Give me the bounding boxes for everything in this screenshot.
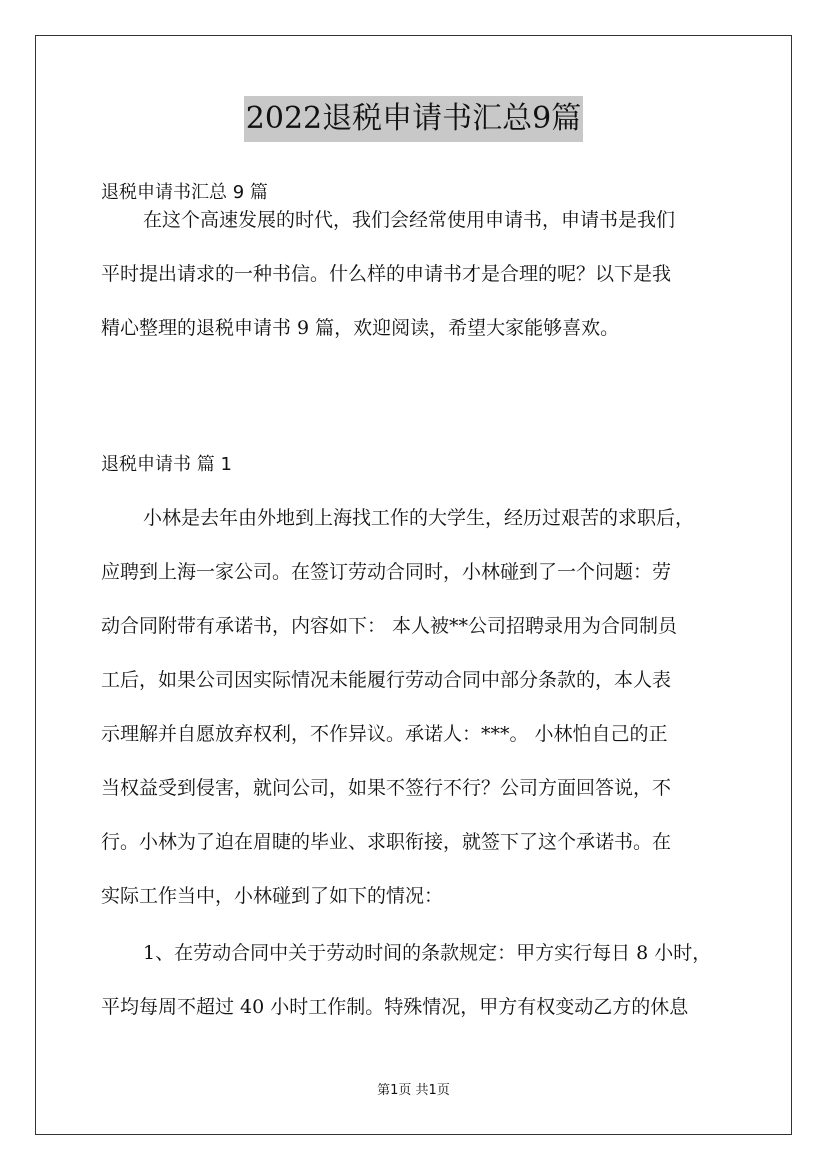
document-title-text: 2022退税申请书汇总9篇 <box>244 96 583 142</box>
section-line: 行。小林为了迫在眉睫的毕业、求职衔接，就签下了这个承诺书。在 <box>101 831 672 853</box>
clause-line: 1、在劳动合同中关于劳动时间的条款规定：甲方实行每日 8 小时， <box>143 942 712 964</box>
section-line: 示理解并自愿放弃权利，不作异议。承诺人：***。 小林怕自己的正 <box>101 723 668 745</box>
intro-line: 平时提出请求的一种书信。什么样的申请书才是合理的呢？以下是我 <box>101 263 672 285</box>
section-line: 工后，如果公司因实际情况未能履行劳动合同中部分条款的，本人表 <box>101 669 672 691</box>
section-line: 应聘到上海一家公司。在签订劳动合同时，小林碰到了一个问题：劳 <box>101 561 672 583</box>
intro-line: 精心整理的退税申请书 9 篇，欢迎阅读，希望大家能够喜欢。 <box>101 317 620 339</box>
clause-line: 平均每周不超过 40 小时工作制。特殊情况，甲方有权变动乙方的休息 <box>101 996 689 1018</box>
section-line: 当权益受到侵害，就问公司，如果不签行不行？公司方面回答说，不 <box>101 777 672 799</box>
section-line: 小林是去年由外地到上海找工作的大学生，经历过艰苦的求职后， <box>143 507 695 529</box>
document-title <box>0 96 827 142</box>
section-line: 动合同附带有承诺书，内容如下： 本人被**公司招聘录用为合同制员 <box>101 615 678 637</box>
document-subtitle: 退税申请书汇总 9 篇 <box>101 182 268 203</box>
clause-paragraph <box>101 926 727 1034</box>
section-paragraph <box>101 491 727 923</box>
section-heading: 退税申请书 篇 1 <box>101 454 232 475</box>
intro-line: 在这个高速发展的时代，我们会经常使用申请书，申请书是我们 <box>143 209 676 231</box>
section-line: 实际工作当中，小林碰到了如下的情况： <box>101 885 444 907</box>
page-footer: 第1页 共1页 <box>377 1083 450 1098</box>
intro-paragraph <box>101 193 727 355</box>
